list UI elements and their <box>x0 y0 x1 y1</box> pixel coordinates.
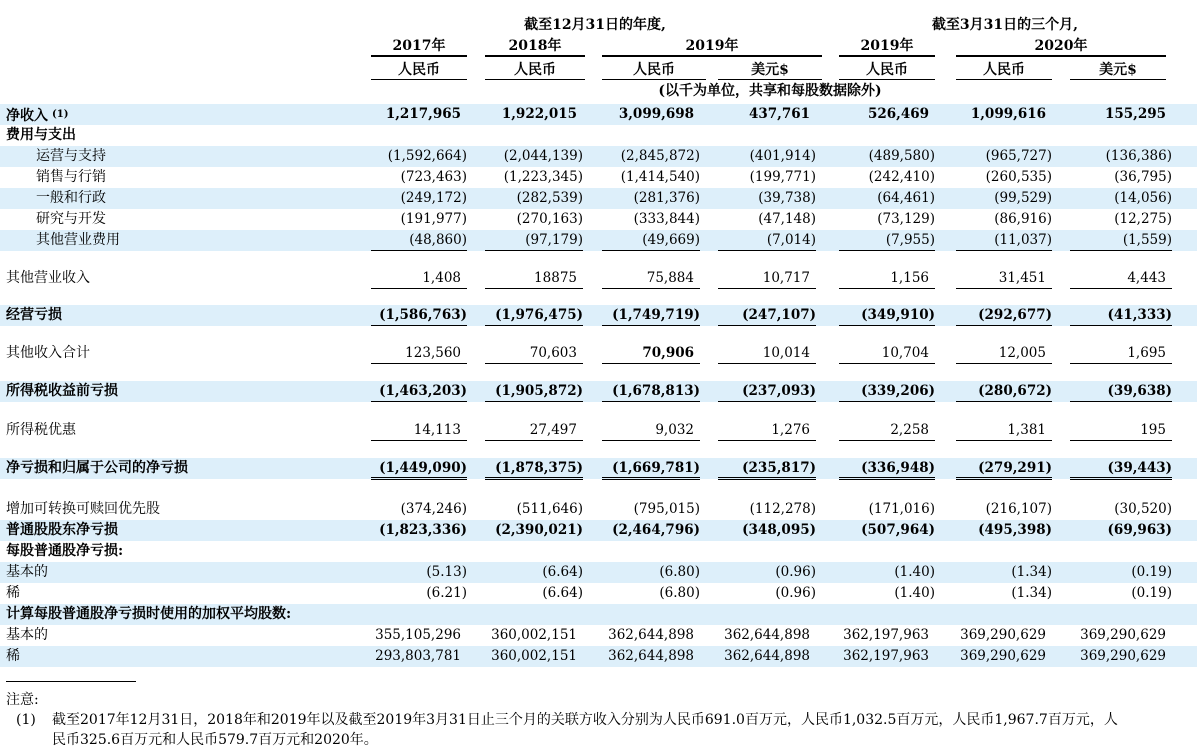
value-cell: 362,197,963 <box>843 627 929 643</box>
value-cell: 437,761 <box>748 106 810 122</box>
value-cell: (247,107) <box>718 306 816 326</box>
header-year-2019-q: 2019年 <box>839 37 935 57</box>
row-label: 其他营业费用 <box>36 232 120 248</box>
header-currency-1: 人民币 <box>371 61 467 80</box>
value-cell: (1,463,203) <box>371 382 467 402</box>
value-cell: (511,646) <box>516 501 583 517</box>
value-cell: 70,603 <box>485 344 583 364</box>
value-cell: (7,014) <box>718 231 816 251</box>
value-cell: (260,535) <box>985 169 1052 185</box>
value-cell: (41,333) <box>1070 306 1172 326</box>
value-cell: (339,206) <box>839 382 935 402</box>
value-cell: (6.80) <box>659 585 700 601</box>
footnote-text-line1: 截至2017年12月31日，2018年和2019年以及截至2019年3月31日止三个月的关联方收入分别为人民币691.0百万元，人民币1,032.5百万元，人民币1,967.7百万元，人 <box>52 712 1118 728</box>
value-cell: 355,105,296 <box>375 627 461 643</box>
value-cell: (0.19) <box>1131 564 1172 580</box>
value-cell: 1,217,965 <box>385 106 461 122</box>
row-accretion <box>0 499 1197 520</box>
header-currency-5: 人民币 <box>839 61 935 80</box>
row-label: 其他收入合计 <box>6 345 90 361</box>
value-cell: (489,580) <box>868 148 935 164</box>
unit-note: (以千为单位，共享和每股数据除外) <box>658 83 882 99</box>
value-cell: 123,560 <box>371 344 467 364</box>
value-cell: (1.40) <box>894 585 935 601</box>
value-cell: 12,005 <box>956 344 1052 364</box>
value-cell: 10,014 <box>718 344 816 364</box>
value-cell: 1,922,015 <box>501 106 577 122</box>
value-cell: (249,172) <box>400 190 467 206</box>
value-cell: 1,381 <box>956 421 1052 441</box>
row-eps-basic <box>0 562 1197 583</box>
value-cell: (191,977) <box>400 211 467 227</box>
header-year-2020-q: 2020年 <box>956 37 1166 57</box>
row-label: 所得税收益前亏损 <box>6 383 118 399</box>
row-net-loss-common <box>0 520 1197 541</box>
header-year-2018: 2018年 <box>485 37 585 57</box>
footnote-text-line2: 民币325.6百万元和人民币579.7百万元和2020年。 <box>52 732 378 748</box>
value-cell: (279,291) <box>956 459 1052 480</box>
header-currency-2: 人民币 <box>485 61 585 80</box>
value-cell: (6.80) <box>659 564 700 580</box>
value-cell: (495,398) <box>978 522 1052 538</box>
value-cell: 1,156 <box>839 269 935 289</box>
value-cell: 195 <box>1070 421 1172 441</box>
value-cell: (795,015) <box>633 501 700 517</box>
value-cell: (39,443) <box>1070 459 1172 480</box>
value-cell: 362,644,898 <box>724 627 810 643</box>
value-cell: (1,976,475) <box>485 306 583 326</box>
value-cell: (30,520) <box>1114 501 1172 517</box>
value-cell: 362,644,898 <box>724 648 810 664</box>
value-cell: (1,592,664) <box>387 148 467 164</box>
row-label: 销售与行销 <box>36 169 106 185</box>
value-cell: (0.96) <box>775 564 816 580</box>
value-cell: (99,529) <box>994 190 1052 206</box>
value-cell: 75,884 <box>602 269 700 289</box>
value-cell: (12,275) <box>1114 211 1172 227</box>
header-year-2019: 2019年 <box>602 37 822 57</box>
value-cell: (36,795) <box>1114 169 1172 185</box>
value-cell: 10,717 <box>718 269 816 289</box>
value-cell: (2,390,021) <box>495 522 583 538</box>
row-label: 稀 <box>6 648 20 664</box>
row-label: 其他营业收入 <box>6 270 90 286</box>
value-cell: 526,469 <box>867 106 929 122</box>
row-label: 基本的 <box>6 627 48 643</box>
value-cell: (1,449,090) <box>371 459 467 480</box>
header-group-annual: 截至12月31日的年度, <box>524 17 666 33</box>
header-currency-6: 人民币 <box>956 61 1052 80</box>
value-cell: (1.40) <box>894 564 935 580</box>
value-cell: (7,955) <box>839 231 935 251</box>
value-cell: (336,948) <box>839 459 935 480</box>
value-cell: 1,695 <box>1070 344 1172 364</box>
row-label: 所得税优惠 <box>6 422 76 438</box>
value-cell: 4,443 <box>1070 269 1172 289</box>
header-group-quarterly: 截至3月31日的三个月, <box>931 17 1079 33</box>
value-cell: (6.21) <box>426 585 467 601</box>
value-cell: (86,916) <box>994 211 1052 227</box>
value-cell: 155,295 <box>1104 106 1166 122</box>
row-shares-basic <box>0 625 1197 646</box>
row-label: 研究与开发 <box>36 211 106 227</box>
value-cell: (39,738) <box>758 190 816 206</box>
value-cell: 369,290,629 <box>1080 627 1166 643</box>
value-cell: (348,095) <box>742 522 816 538</box>
value-cell: 1,099,616 <box>970 106 1046 122</box>
value-cell: (292,677) <box>956 306 1052 326</box>
row-other-income-total <box>0 343 1197 364</box>
value-cell: (6.64) <box>542 564 583 580</box>
value-cell: (2,845,872) <box>620 148 700 164</box>
row-label: 增加可转换可赎回优先股 <box>6 501 160 517</box>
row-other-op-income <box>0 268 1197 289</box>
row-rnd <box>0 209 1197 230</box>
value-cell: (49,669) <box>602 231 700 251</box>
value-cell: (1,669,781) <box>602 459 700 480</box>
value-cell: (112,278) <box>749 501 816 517</box>
value-cell: (64,461) <box>877 190 935 206</box>
value-cell: (1,878,375) <box>485 459 583 480</box>
row-pretax-loss <box>0 381 1197 402</box>
value-cell: (199,771) <box>749 169 816 185</box>
value-cell: 369,290,629 <box>1080 648 1166 664</box>
row-general-admin <box>0 188 1197 209</box>
value-cell: (235,817) <box>718 459 816 480</box>
value-cell: 362,644,898 <box>608 648 694 664</box>
value-cell: (237,093) <box>718 382 816 402</box>
row-costs-header <box>0 125 1197 146</box>
row-label: 经营亏损 <box>6 307 62 323</box>
value-cell: (11,037) <box>956 231 1052 251</box>
value-cell: 2,258 <box>839 421 935 441</box>
value-cell: (349,910) <box>839 306 935 326</box>
value-cell: 10,704 <box>839 344 935 364</box>
value-cell: 27,497 <box>485 421 583 441</box>
value-cell: (281,376) <box>633 190 700 206</box>
value-cell: (5.13) <box>426 564 467 580</box>
row-label: 运营与支持 <box>36 148 106 164</box>
row-eps-diluted <box>0 583 1197 604</box>
footnote-marker: (1) <box>16 712 36 728</box>
notes-title: 注意: <box>6 692 39 708</box>
value-cell: 1,276 <box>718 421 816 441</box>
value-cell: 293,803,781 <box>375 648 461 664</box>
value-cell: (97,179) <box>485 231 583 251</box>
value-cell: (242,410) <box>868 169 935 185</box>
value-cell: 9,032 <box>602 421 700 441</box>
value-cell: (2,044,139) <box>503 148 583 164</box>
value-cell: (1,559) <box>1070 231 1172 251</box>
value-cell: (1,586,763) <box>371 306 467 326</box>
value-cell: (723,463) <box>400 169 467 185</box>
row-tax-benefit <box>0 420 1197 441</box>
row-net-revenue <box>0 104 1197 125</box>
row-label: 计算每股普通股净亏损时使用的加权平均股数: <box>6 606 292 622</box>
value-cell: (374,246) <box>400 501 467 517</box>
value-cell: (47,148) <box>758 211 816 227</box>
row-label: 费用与支出 <box>6 127 76 143</box>
header-year-2017: 2017年 <box>371 37 467 57</box>
value-cell: (0.96) <box>775 585 816 601</box>
value-cell: (507,964) <box>861 522 935 538</box>
value-cell: (1,223,345) <box>503 169 583 185</box>
value-cell: 70,906 <box>602 344 700 364</box>
row-label: 基本的 <box>6 564 48 580</box>
value-cell: (401,914) <box>749 148 816 164</box>
header-currency-4: 美元$ <box>718 61 822 80</box>
value-cell: (6.64) <box>542 585 583 601</box>
value-cell: (270,163) <box>516 211 583 227</box>
value-cell: (282,539) <box>516 190 583 206</box>
value-cell: 14,113 <box>371 421 467 441</box>
value-cell: (14,056) <box>1114 190 1172 206</box>
value-cell: 3,099,698 <box>618 106 694 122</box>
row-net-loss <box>0 458 1197 479</box>
value-cell: 362,197,963 <box>843 648 929 664</box>
row-shares-diluted <box>0 646 1197 667</box>
footnote-divider <box>6 681 136 682</box>
row-ops-support <box>0 146 1197 167</box>
value-cell: 1,408 <box>371 269 467 289</box>
row-label: 一般和行政 <box>36 190 106 206</box>
value-cell: (73,129) <box>877 211 935 227</box>
row-label: 普通股股东净亏损 <box>6 522 118 538</box>
header-currency-3: 人民币 <box>602 61 706 80</box>
value-cell: (1,678,813) <box>602 382 700 402</box>
value-cell: (1,905,872) <box>485 382 583 402</box>
row-sales-marketing <box>0 167 1197 188</box>
value-cell: (1,823,336) <box>379 522 467 538</box>
row-operating-loss <box>0 305 1197 326</box>
value-cell: (216,107) <box>985 501 1052 517</box>
row-label: 每股普通股净亏损: <box>6 543 124 559</box>
row-label: 净收入 <box>6 108 48 124</box>
value-cell: 369,290,629 <box>960 648 1046 664</box>
row-shares-header <box>0 604 1197 625</box>
value-cell: (1.34) <box>1011 585 1052 601</box>
value-cell: (280,672) <box>956 382 1052 402</box>
header-currency-7: 美元$ <box>1070 61 1166 80</box>
value-cell: (2,464,796) <box>612 522 700 538</box>
value-cell: (0.19) <box>1131 585 1172 601</box>
value-cell: (965,727) <box>985 148 1052 164</box>
row-eps-header <box>0 541 1197 562</box>
value-cell: (1.34) <box>1011 564 1052 580</box>
value-cell: (48,860) <box>371 231 467 251</box>
row-label: 稀 <box>6 585 20 601</box>
value-cell: 360,002,151 <box>491 648 577 664</box>
value-cell: (39,638) <box>1070 382 1172 402</box>
value-cell: (69,963) <box>1107 522 1172 538</box>
footnote-marker: (1) <box>52 109 69 120</box>
value-cell: (136,386) <box>1105 148 1172 164</box>
value-cell: (171,016) <box>868 501 935 517</box>
value-cell: (1,414,540) <box>620 169 700 185</box>
value-cell: (333,844) <box>633 211 700 227</box>
value-cell: 18875 <box>485 269 583 289</box>
value-cell: 31,451 <box>956 269 1052 289</box>
row-label: 净亏损和归属于公司的净亏损 <box>6 460 188 476</box>
value-cell: 369,290,629 <box>960 627 1046 643</box>
value-cell: 360,002,151 <box>491 627 577 643</box>
value-cell: (1,749,719) <box>602 306 700 326</box>
row-other-opex <box>0 230 1197 251</box>
value-cell: 362,644,898 <box>608 627 694 643</box>
